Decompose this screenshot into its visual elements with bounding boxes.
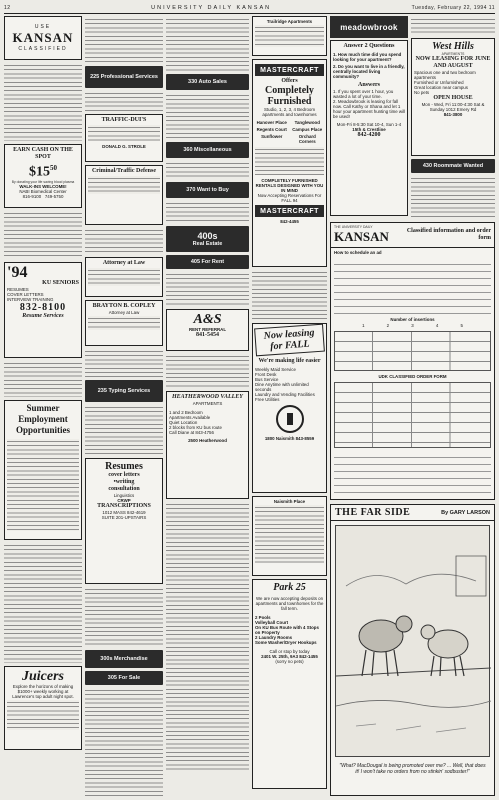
walkins: WALK-INS WELCOME! bbox=[19, 183, 67, 189]
heatherwood-title: HEATHERWOOD VALLEY bbox=[172, 394, 243, 400]
masthead-left: 12 bbox=[4, 4, 11, 11]
apartment-line: Studio, 1, 2, 3, 4 Bedroom apartments and townhomes bbox=[262, 107, 317, 117]
form-logo bbox=[334, 225, 389, 245]
classified-text-block-21 bbox=[411, 176, 495, 220]
heatherwood-ad bbox=[166, 391, 249, 499]
classified-text-block-8 bbox=[85, 349, 163, 377]
masthead-title: UNIVERSITY DAILY KANSAN bbox=[151, 4, 272, 11]
classified-text-block-19 bbox=[252, 270, 327, 320]
attorney-ad bbox=[85, 257, 163, 297]
traffic-body bbox=[88, 125, 160, 141]
complex-name: Campus Place bbox=[292, 127, 323, 132]
complex-name: Hanover Place bbox=[256, 120, 287, 125]
naismith-feature: Front Desk bbox=[255, 372, 277, 377]
resumes-word: Resumes bbox=[105, 461, 143, 472]
naismith-place-body bbox=[255, 505, 324, 563]
trailridge-ad bbox=[252, 16, 327, 56]
complex-name: Sunflower bbox=[261, 134, 283, 139]
naismith-place: Naismith Place bbox=[273, 499, 306, 504]
rent-phone: 841-5454 bbox=[196, 332, 219, 338]
for-rent-header: 405 For Rent bbox=[166, 255, 249, 269]
form-instructions bbox=[334, 258, 491, 314]
west-hills-brand: West Hills bbox=[432, 41, 474, 52]
heatherwood-item: Quiet Location bbox=[169, 420, 198, 425]
nabi-phones bbox=[7, 194, 79, 199]
criminal-body bbox=[88, 176, 160, 194]
rate-col: 3 bbox=[411, 323, 414, 328]
classified-text-block-16 bbox=[166, 272, 249, 306]
classified-text-block-5 bbox=[85, 17, 163, 63]
classified-text-block-2 bbox=[4, 211, 82, 259]
west-hills-features bbox=[414, 70, 492, 95]
meadowbrook-phone: 842-4200 bbox=[357, 132, 381, 138]
real-estate-label: Real Estate bbox=[192, 241, 223, 247]
west-hills-leasing: NOW LEASING FOR JUNE AND AUGUST bbox=[415, 56, 491, 69]
professional-services-header: 225 Professional Services bbox=[85, 66, 163, 88]
reserve-now: Now Accepting Reservations For FALL 94 bbox=[257, 193, 322, 203]
column-4 bbox=[252, 16, 327, 796]
mastercraft-body bbox=[255, 147, 324, 175]
typing-services-header: 235 Typing Services bbox=[85, 380, 163, 402]
consultation: consultation bbox=[108, 486, 140, 492]
park25-ad bbox=[252, 579, 327, 789]
traffic-dui-ad bbox=[85, 114, 163, 162]
far-side-cartoon bbox=[330, 504, 495, 796]
mastercraft-ad bbox=[252, 59, 327, 267]
classified-text-block-11 bbox=[85, 688, 163, 796]
rate-col: 2 bbox=[386, 323, 390, 328]
classified-text-block-12 bbox=[166, 17, 249, 71]
classified-text-block-10 bbox=[85, 587, 163, 647]
heatherwood-item: 2 blocks from KU bus route bbox=[169, 425, 222, 430]
earn-cash-headline: EARN CASH ON THE SPOT bbox=[13, 147, 73, 160]
form-rate-table bbox=[334, 331, 491, 371]
real-estate-num: 400s bbox=[197, 231, 218, 241]
park25-note: (sorry no pets) bbox=[275, 659, 304, 664]
far-side-title: THE FAR SIDE bbox=[335, 507, 411, 518]
crwp: CRWP bbox=[117, 498, 131, 503]
kansan-sub: CLASSIFIED bbox=[18, 46, 68, 52]
auto-sales-header: 330 Auto Sales bbox=[166, 74, 249, 90]
column-5 bbox=[330, 16, 408, 220]
resume-year: '94 bbox=[7, 264, 28, 281]
nabi-name: NABI Biomedical Center bbox=[19, 188, 67, 194]
masthead-date: Tuesday, February 22, 1994 11 bbox=[411, 4, 495, 11]
as-logo: A&S bbox=[193, 312, 222, 327]
attorney-body bbox=[88, 268, 160, 286]
heatherwood-sub: APARTMENTS bbox=[192, 401, 223, 406]
real-estate-header bbox=[166, 226, 249, 252]
park25-feature: Some Washer/Dryer Hookups bbox=[255, 640, 317, 645]
classified-text-block-4 bbox=[4, 543, 82, 663]
classified-text-block-18 bbox=[166, 502, 249, 772]
rent-referral-ad bbox=[166, 309, 249, 351]
park25-call: Call or stop by today bbox=[269, 649, 310, 654]
west-hills-open-house: OPEN HOUSE bbox=[433, 95, 473, 101]
resumes-ad bbox=[85, 458, 163, 584]
linguistics: Linguistics bbox=[113, 493, 135, 498]
complex-name: Regents Court bbox=[256, 127, 287, 132]
answer-2: 2. Meadowbrook is leasing for fall now. Call Kathy or Shana and let 1 hour your apartment hunting time will be used! bbox=[333, 99, 405, 119]
resume-phone: 832-8100 bbox=[19, 302, 67, 313]
rate-col: 1 bbox=[362, 323, 365, 328]
complex-grid bbox=[255, 120, 324, 144]
earn-cash-cents: 50 bbox=[50, 164, 57, 172]
reserve-line: COMPLETELY FURNISHED RENTALS DESIGNED WITH YOU IN MIND bbox=[255, 178, 324, 193]
earn-cash-amount bbox=[7, 161, 79, 180]
form-rate-cols bbox=[351, 323, 474, 328]
classified-text-block-15 bbox=[166, 201, 249, 223]
west-hills-sub: APARTMENTS bbox=[441, 52, 465, 56]
meadowbrook-logo: meadowbrook bbox=[330, 16, 408, 38]
rate-col: 4 bbox=[435, 323, 439, 328]
meadowbrook-hours: Mon-Fri 8-5:30 Sat 10-4, Sun 1-4 bbox=[336, 122, 402, 127]
offers: Offers bbox=[281, 78, 298, 84]
resume-item: COVER LETTERS bbox=[7, 292, 44, 297]
rate-col: 5 bbox=[460, 323, 463, 328]
park25-logo: Park 25 bbox=[273, 582, 306, 593]
question-1: 1. How much time did you spend looking for your apartment? bbox=[333, 52, 402, 62]
west-hills-feature: Great location near campus bbox=[414, 85, 468, 90]
criminal-defense: Criminal/Traffic Defense bbox=[91, 168, 157, 174]
heatherwood-item: Apartments Available bbox=[169, 415, 211, 420]
kansan-use: USE bbox=[34, 24, 52, 30]
heatherwood-list bbox=[169, 410, 246, 435]
typing-suite: SUITE 201-UPSTAIRS bbox=[101, 515, 147, 520]
brayton-sub: Attorney at Law bbox=[108, 310, 140, 315]
kansan-classified-logo bbox=[4, 16, 82, 60]
west-hills-phone: 841-3800 bbox=[443, 112, 463, 117]
classified-text-block bbox=[4, 63, 82, 141]
resume-services-ad bbox=[4, 262, 82, 358]
park25-features bbox=[255, 615, 324, 645]
naismith-feature: Weekly Maid Service bbox=[255, 367, 296, 372]
far-side-byline: By GARY LARSON bbox=[441, 509, 490, 516]
mastercraft-phone: 842-4455 bbox=[280, 219, 299, 224]
earn-cash-dollars: $15 bbox=[29, 164, 50, 180]
naismith-feature: Bus Service bbox=[255, 377, 279, 382]
transcriptions: TRANSCRIPTIONS bbox=[97, 503, 151, 509]
brayton-body bbox=[88, 316, 160, 330]
resume-services: Resume Services bbox=[22, 313, 64, 319]
west-hills-feature: Spacious one and two bedroom apartments bbox=[414, 70, 476, 80]
miscellaneous-header: 360 Miscellaneous bbox=[166, 142, 249, 158]
juicers-body bbox=[7, 700, 79, 730]
classified-text-block-13 bbox=[166, 93, 249, 139]
classified-text-block-9 bbox=[85, 405, 163, 455]
roommate-wanted-header: 430 Roommate Wanted bbox=[411, 159, 495, 173]
classified-text-block-3 bbox=[4, 361, 82, 397]
far-side-header bbox=[331, 505, 494, 521]
juicers-name: Juicers bbox=[22, 669, 64, 684]
naismith-ad bbox=[252, 323, 327, 493]
classified-text-block-6 bbox=[85, 91, 163, 111]
merchandise-header: 300s Merchandise bbox=[85, 650, 163, 668]
trailridge-name: Trailridge Apartments bbox=[266, 19, 313, 24]
earn-cash-line: By donating your life saving blood plasma bbox=[11, 179, 75, 184]
summer-headline: Summer Employment Opportunities bbox=[15, 403, 70, 435]
form-rates-header: Number of insertions bbox=[390, 317, 435, 322]
criminal-traffic-ad bbox=[85, 165, 163, 225]
earn-cash-ad bbox=[4, 144, 82, 208]
form-order-title: UDK CLASSIFIED ORDER FORM bbox=[378, 374, 447, 379]
now-leasing: Now leasing for FALL bbox=[254, 324, 325, 357]
summer-body bbox=[7, 439, 79, 531]
classified-text-block-7 bbox=[85, 228, 163, 254]
naismith-feature: Free Utilities bbox=[255, 397, 280, 402]
column-1 bbox=[4, 16, 82, 796]
form-kansan: KANSAN bbox=[334, 229, 389, 244]
mastercraft-logo-2: MASTERCRAFT bbox=[255, 205, 324, 217]
far-side-caption: "What? MacDougal is being promoted over me? ... Well, that does it! I won't take no orders from no stinkin' sodbuster!" bbox=[339, 763, 486, 775]
completely: Completely bbox=[265, 85, 314, 96]
west-hills-address: Mon - Wed, Fri 11:00-4:30 Sat & Sunday 1012 Emery Rd bbox=[421, 102, 485, 112]
form-header bbox=[331, 223, 494, 248]
juicers-ad bbox=[4, 666, 82, 750]
for-sale-header: 305 For Sale bbox=[85, 671, 163, 685]
meadowbrook-ad bbox=[330, 40, 408, 216]
heatherwood-item: 1 and 2 Bedroom bbox=[169, 410, 203, 415]
far-side-drawing bbox=[336, 526, 491, 756]
attorney-at-law: Attorney at Law bbox=[102, 260, 146, 266]
answer-1: 1. If you spent over 1 hour, you wasted a lot of your time. bbox=[333, 89, 394, 99]
west-hills-ad bbox=[411, 38, 495, 156]
naismith-emblem bbox=[276, 405, 304, 433]
heatherwood-footer: 2500 Heatherwood bbox=[188, 438, 227, 443]
complex-name: Tanglewood bbox=[294, 120, 320, 125]
answers-label: Answers bbox=[358, 82, 380, 88]
typing-phone: 1012 MASS 842-4619 bbox=[102, 510, 146, 515]
naismith-place-ad bbox=[252, 496, 327, 576]
resume-item: INTERVIEW TRAINING bbox=[7, 297, 54, 302]
trailridge-body bbox=[255, 25, 324, 47]
traffic-duis: TRAFFIC-DUI'S bbox=[101, 117, 147, 123]
nabi-phone-1: 816-9100 bbox=[22, 193, 42, 199]
mastercraft-logo-1: MASTERCRAFT bbox=[255, 64, 324, 76]
masthead bbox=[4, 2, 495, 14]
form-contact-fields[interactable] bbox=[334, 451, 491, 493]
classified-order-form bbox=[330, 222, 495, 500]
writing: •writing bbox=[113, 479, 135, 485]
form-how-to: How to schedule an ad bbox=[334, 250, 382, 255]
west-hills-feature: Furnished or Unfurnished bbox=[414, 80, 464, 85]
west-hills-feature: No pets bbox=[414, 90, 430, 95]
rent-referral: RENT REFERRAL bbox=[188, 327, 227, 332]
brayton-copley-ad bbox=[85, 300, 163, 346]
park25-headline: We are now accepting deposits on apartments and townhomes for the fall term. bbox=[255, 596, 324, 611]
form-info-title: Classified information and order form bbox=[406, 228, 491, 241]
brayton-name: BRAYTON B. COPLEY bbox=[92, 303, 156, 309]
naismith-feature: Dine Anytime with unlimited seconds bbox=[255, 382, 309, 392]
form-ad-grid[interactable] bbox=[334, 382, 491, 448]
column-6 bbox=[411, 16, 495, 220]
classified-text-block-20 bbox=[411, 17, 495, 35]
resume-list bbox=[7, 287, 79, 302]
furnished: Furnished bbox=[267, 96, 312, 107]
nabi-phone-2: 749-5750 bbox=[44, 193, 64, 199]
want-to-buy-header: 370 Want to Buy bbox=[166, 182, 249, 198]
naismith-features bbox=[255, 367, 324, 402]
summer-employment-ad bbox=[4, 400, 82, 540]
resume-item: RESUMES bbox=[7, 287, 29, 292]
juicers-sub: Explore the horizons of making $1000+ weekly working at Lawrence's top adult night spot. bbox=[12, 684, 74, 699]
park25-feature: 2 Pools bbox=[255, 615, 271, 620]
kansan-name: KANSAN bbox=[12, 30, 74, 45]
park25-feature: On KU Bus Route with 4 Stops on Property bbox=[255, 625, 319, 635]
classified-text-block-14 bbox=[166, 161, 249, 179]
lawyer-name: DONALD G. STROLE bbox=[102, 144, 146, 149]
column-3 bbox=[166, 16, 249, 796]
answer-two-questions: Answer 2 Questions bbox=[343, 43, 395, 49]
question-2: 2. Do you want to live in a friendly, centrally located living community? bbox=[333, 64, 405, 79]
cover-letters: cover letters bbox=[108, 472, 140, 478]
park25-feature: 2 Laundry Rooms bbox=[255, 635, 293, 640]
ku-seniors: KU SENIORS bbox=[42, 280, 79, 286]
form-univ: THE UNIVERSITY DAILY bbox=[334, 225, 373, 229]
meadowbrook-address: 15th & Crestline bbox=[352, 127, 386, 132]
park25-feature: Volleyball Court bbox=[255, 620, 289, 625]
classified-text-block-17 bbox=[166, 354, 249, 388]
far-side-illustration bbox=[335, 525, 490, 757]
park25-phone: 2401 W. 25th, 9A3 842-1455 bbox=[261, 654, 318, 659]
naismith-feature: Laundry and Vending Facilities bbox=[255, 392, 315, 397]
we-make: We're making life easier bbox=[258, 358, 321, 364]
heatherwood-item: Call Diane at 843-4756 bbox=[169, 430, 214, 435]
complex-name: Orchard Corners bbox=[298, 134, 316, 144]
naismith-phone: 1800 Naismith 843-8559 bbox=[264, 436, 315, 441]
column-2 bbox=[85, 16, 163, 796]
